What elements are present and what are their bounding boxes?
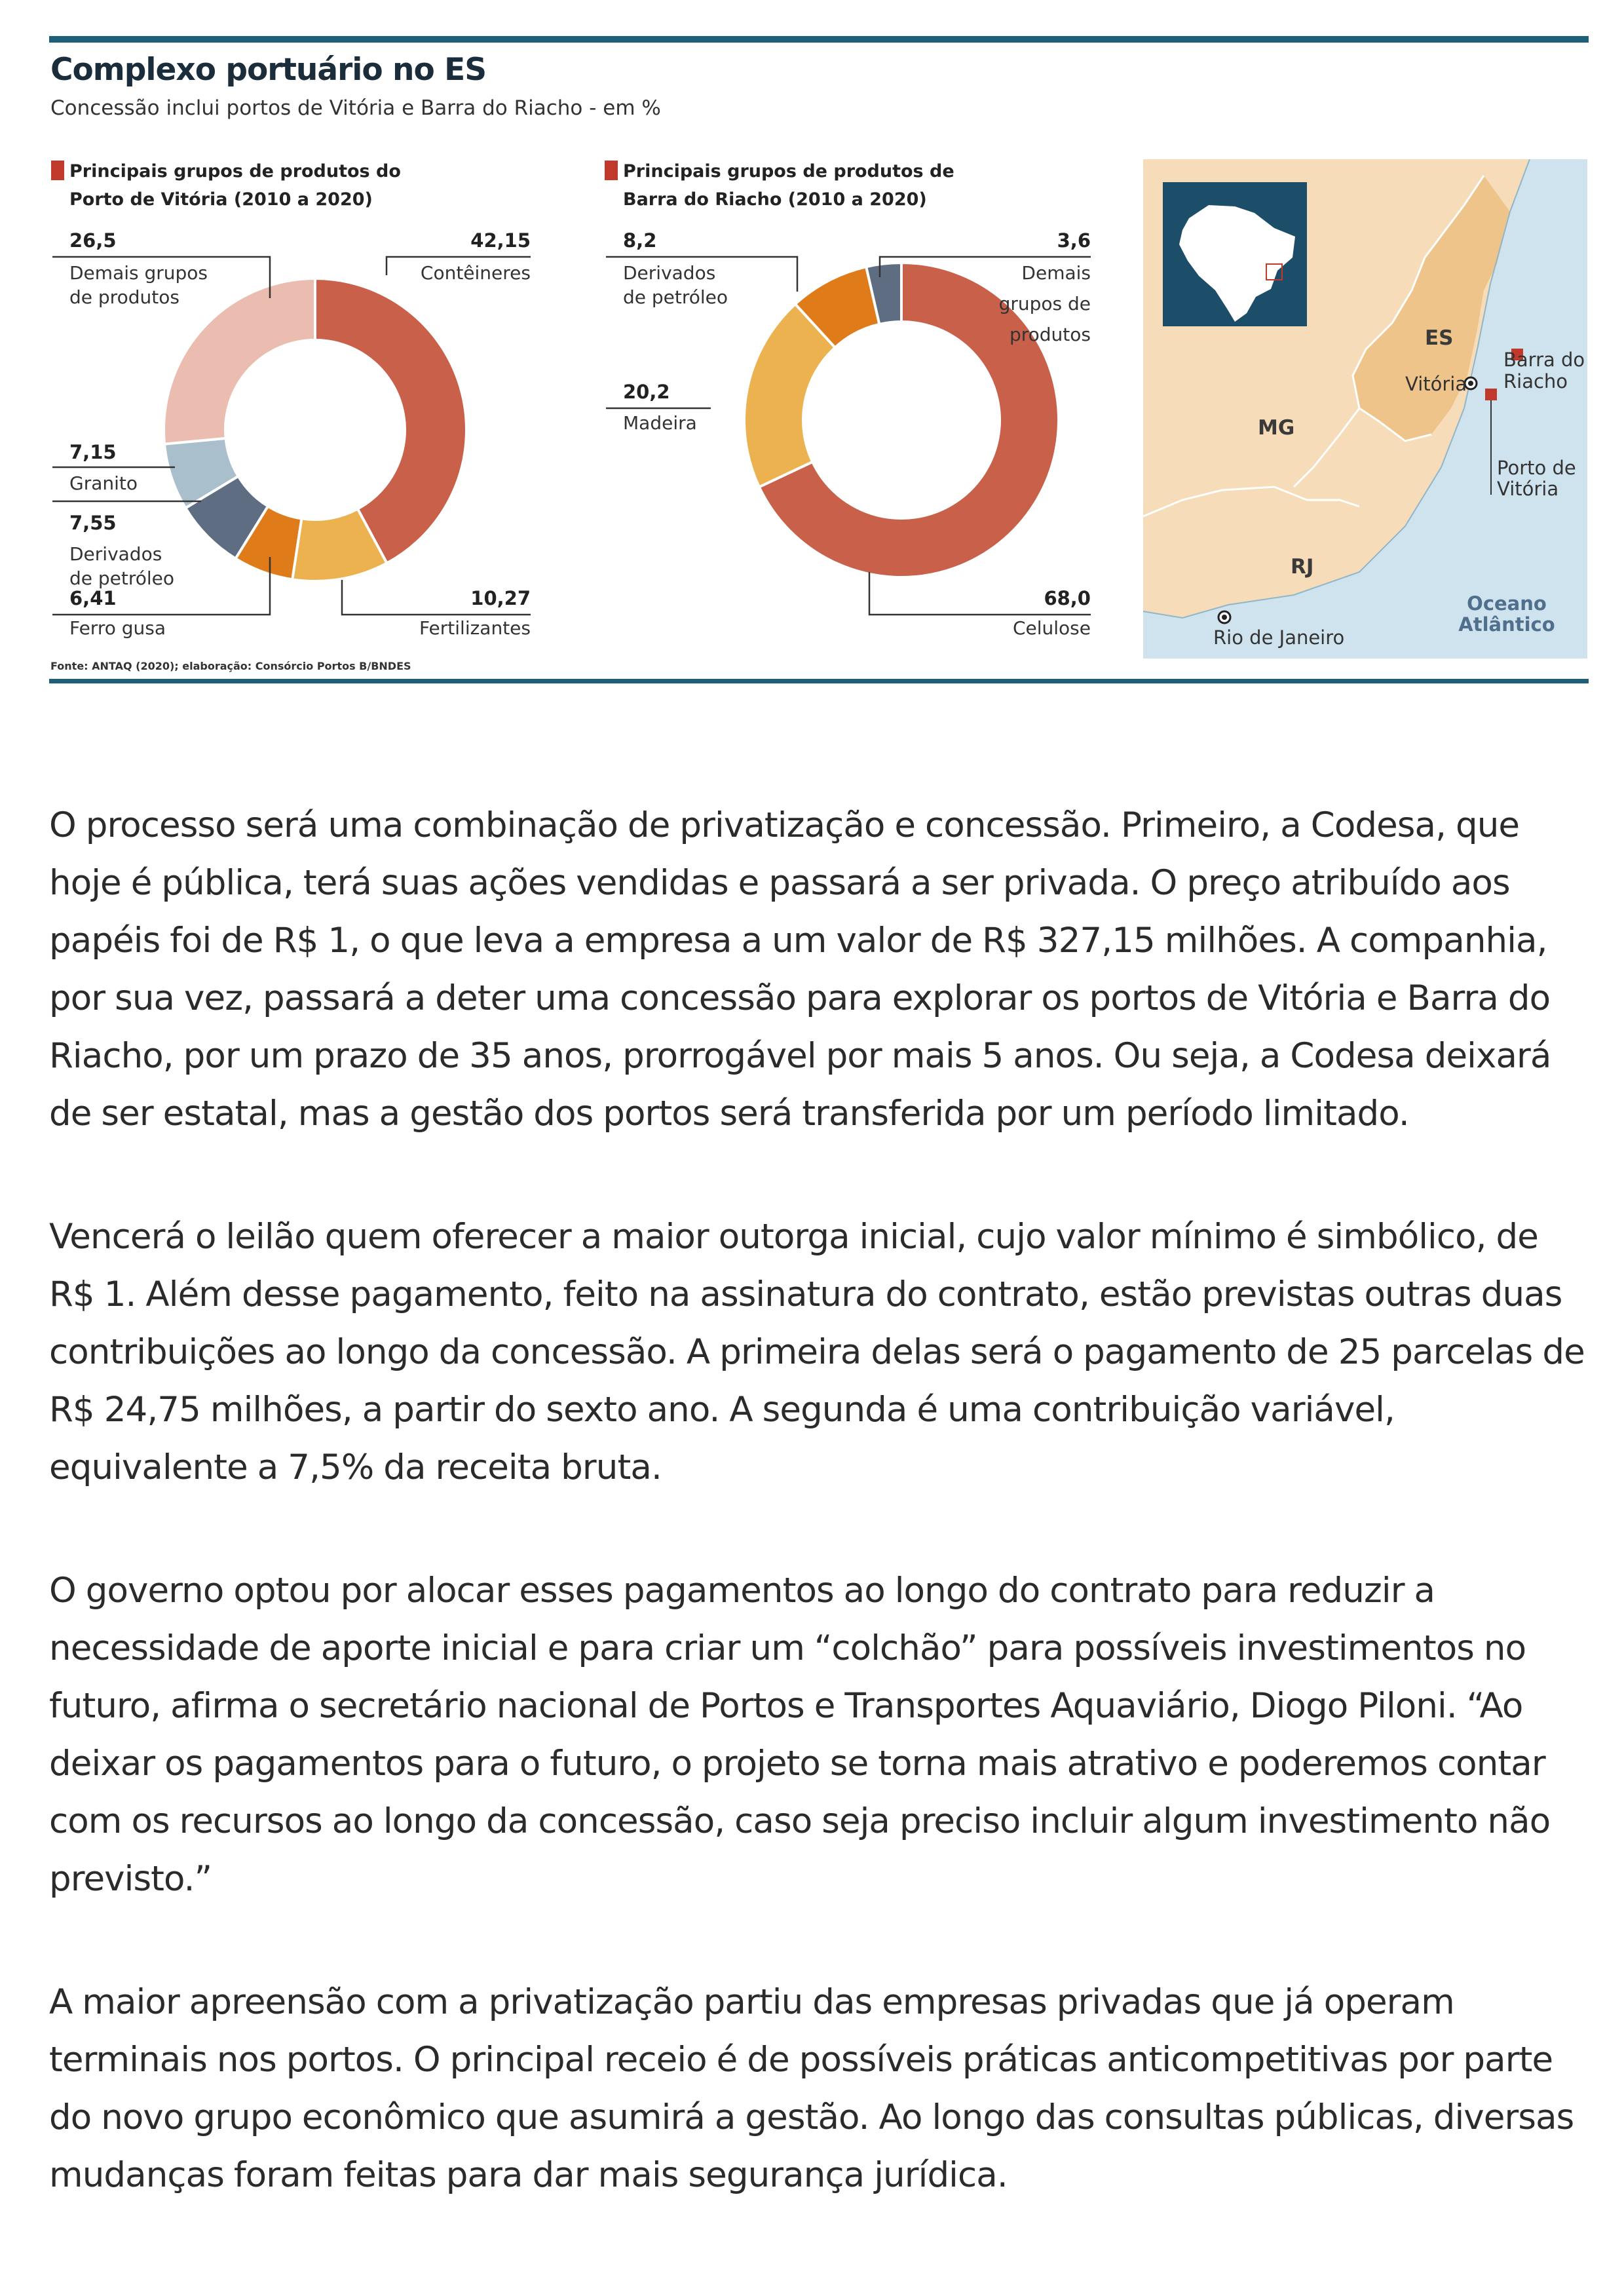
chart-2-label-derivados-2: de petróleo [623,286,728,308]
map-label-rio-de-janeiro: Rio de Janeiro [1213,626,1345,649]
chart-1-label-derivados-1: Derivados [69,543,162,565]
chart-2-label-derivados-1: Derivados [623,262,716,284]
chart-2-title-line-1: Principais grupos de produtos de [623,161,954,182]
donut-chart-porto-de-vitoria [164,278,466,581]
chart-2-label-demais-3: produtos [1009,324,1091,345]
chart-1-slice-demais-grupos-de-produtos [164,278,315,444]
map-label-oceano-2: Atlântico [1458,613,1555,636]
chart-2-value-madeira: 20,2 [623,381,670,403]
chart-1-label-fertilizantes: Fertilizantes [419,617,531,639]
chart-1-value-demais: 26,5 [69,229,117,252]
chart-1-title-line-1: Principais grupos de produtos do [69,161,401,182]
map-label-porto-de-vitoria-1: Porto de [1497,457,1576,479]
chart-1-label-granito: Granito [69,472,138,494]
chart-1-label-demais-1: Demais grupos [69,262,208,284]
chart-1-value-conteineres: 42,15 [470,229,531,252]
bottom-rule [49,679,1589,683]
chart-1-label-derivados-2: de petróleo [69,567,175,589]
map-label-barra-do-riacho-1: Barra do [1503,349,1585,371]
rio-de-janeiro-city-marker-dot [1222,615,1227,620]
article-paragraph-1: O processo será uma combinação de privatização e concessão. Primeiro, a Codesa, que hoje é pública, terá suas ações vendidas e passará a ser privada. O preço atribuído aos papéis foi de R$ 1, o que leva a empresa a um valor de R$ 327,15 milhões. A companhia, por sua vez, passará a deter uma concessão para explorar os portos de Vitória e Barra do Riacho, por um prazo de 35 anos, prorrogável por mais 5 anos. Ou seja, a Codesa deixará de ser estatal, mas a gestão dos portos será transferida por um período limitado. [49,805,1551,1134]
chart-1-value-granito: 7,15 [69,441,117,463]
map-label-vitoria: Vitória [1405,373,1467,395]
map-label-oceano-1: Oceano [1467,592,1547,615]
porto-de-vitoria-port-marker [1485,389,1497,400]
infographic [49,36,1589,685]
chart-1-label-demais-2: de produtos [69,286,179,308]
chart-2-value-demais: 3,6 [1057,229,1091,252]
chart-1-label-ferro-gusa: Ferro gusa [69,617,166,639]
chart-2-legend-square [605,161,618,180]
article-body [49,797,1592,2270]
chart-2-label-demais-1: Demais [1021,262,1091,284]
map-label-barra-do-riacho-2: Riacho [1503,370,1568,392]
chart-2-label-madeira: Madeira [623,412,697,434]
infographic-subtitle: Concessão inclui portos de Vitória e Barra do Riacho - em % [50,96,661,120]
vitoria-city-marker-dot [1468,381,1473,386]
map-label-porto-de-vitoria-2: Vitória [1497,478,1559,500]
chart-1-label-conteineres: Contêineres [420,262,531,284]
donut-charts [49,36,1137,659]
chart-1-title-line-2: Porto de Vitória (2010 a 2020) [69,189,373,210]
map [1143,159,1587,659]
chart-2-value-celulose: 68,0 [1044,587,1091,609]
chart-1-value-ferro-gusa: 6,41 [69,587,117,609]
infographic-title: Complexo portuário no ES [50,52,487,88]
article-paragraph-4: A maior apreensão com a privatização partiu das empresas privadas que já operam terminais nos portos. O principal receio é de possíveis práticas anticompetitivas por parte do novo grupo econômico que asumirá a gestão. Ao longo das consultas públicas, diversas mudanças foram feitas para dar mais segurança jurídica. [49,1982,1574,2195]
map-label-rj: RJ [1291,555,1314,579]
map-label-es: ES [1425,326,1454,350]
chart-2-label-demais-2: grupos de [998,293,1091,315]
article-paragraph-3: O governo optou por alocar esses pagamentos ao longo do contrato para reduzir a necessidade de aporte inicial e para criar um “colchão” para possíveis investimentos no futuro, afirma o secretário nacional de Portos e Transportes Aquaviário, Diogo Piloni. “Ao deixar os pagamentos para o futuro, o projeto se torna mais atrativo e poderemos contar com os recursos ao longo da concessão, caso seja preciso incluir algum investimento não previsto.” [49,1571,1551,1899]
chart-1-legend-square [51,161,64,180]
infographic-source: Fonte: ANTAQ (2020); elaboração: Consórcio Portos B/BNDES [50,660,411,672]
chart-1-value-fertilizantes: 10,27 [470,587,531,609]
chart-2-label-celulose: Celulose [1012,617,1091,639]
chart-2-title-line-2: Barra do Riacho (2010 a 2020) [623,189,927,210]
map-label-mg: MG [1258,416,1295,440]
brazil-inset [1163,182,1307,326]
chart-2-value-derivados: 8,2 [623,229,657,252]
chart-1-value-derivados: 7,55 [69,512,117,534]
article-paragraph-2: Vencerá o leilão quem oferecer a maior outorga inicial, cujo valor mínimo é simbólico, de R$ 1. Além desse pagamento, feito na assinatura do contrato, estão previstas outras duas contribuições ao longo da concessão. A primeira delas será o pagamento de 25 parcelas de R$ 24,75 milhões, a partir do sexto ano. A segunda é uma contribuição variável, equivalente a 7,5% da receita bruta. [49,1217,1585,1487]
